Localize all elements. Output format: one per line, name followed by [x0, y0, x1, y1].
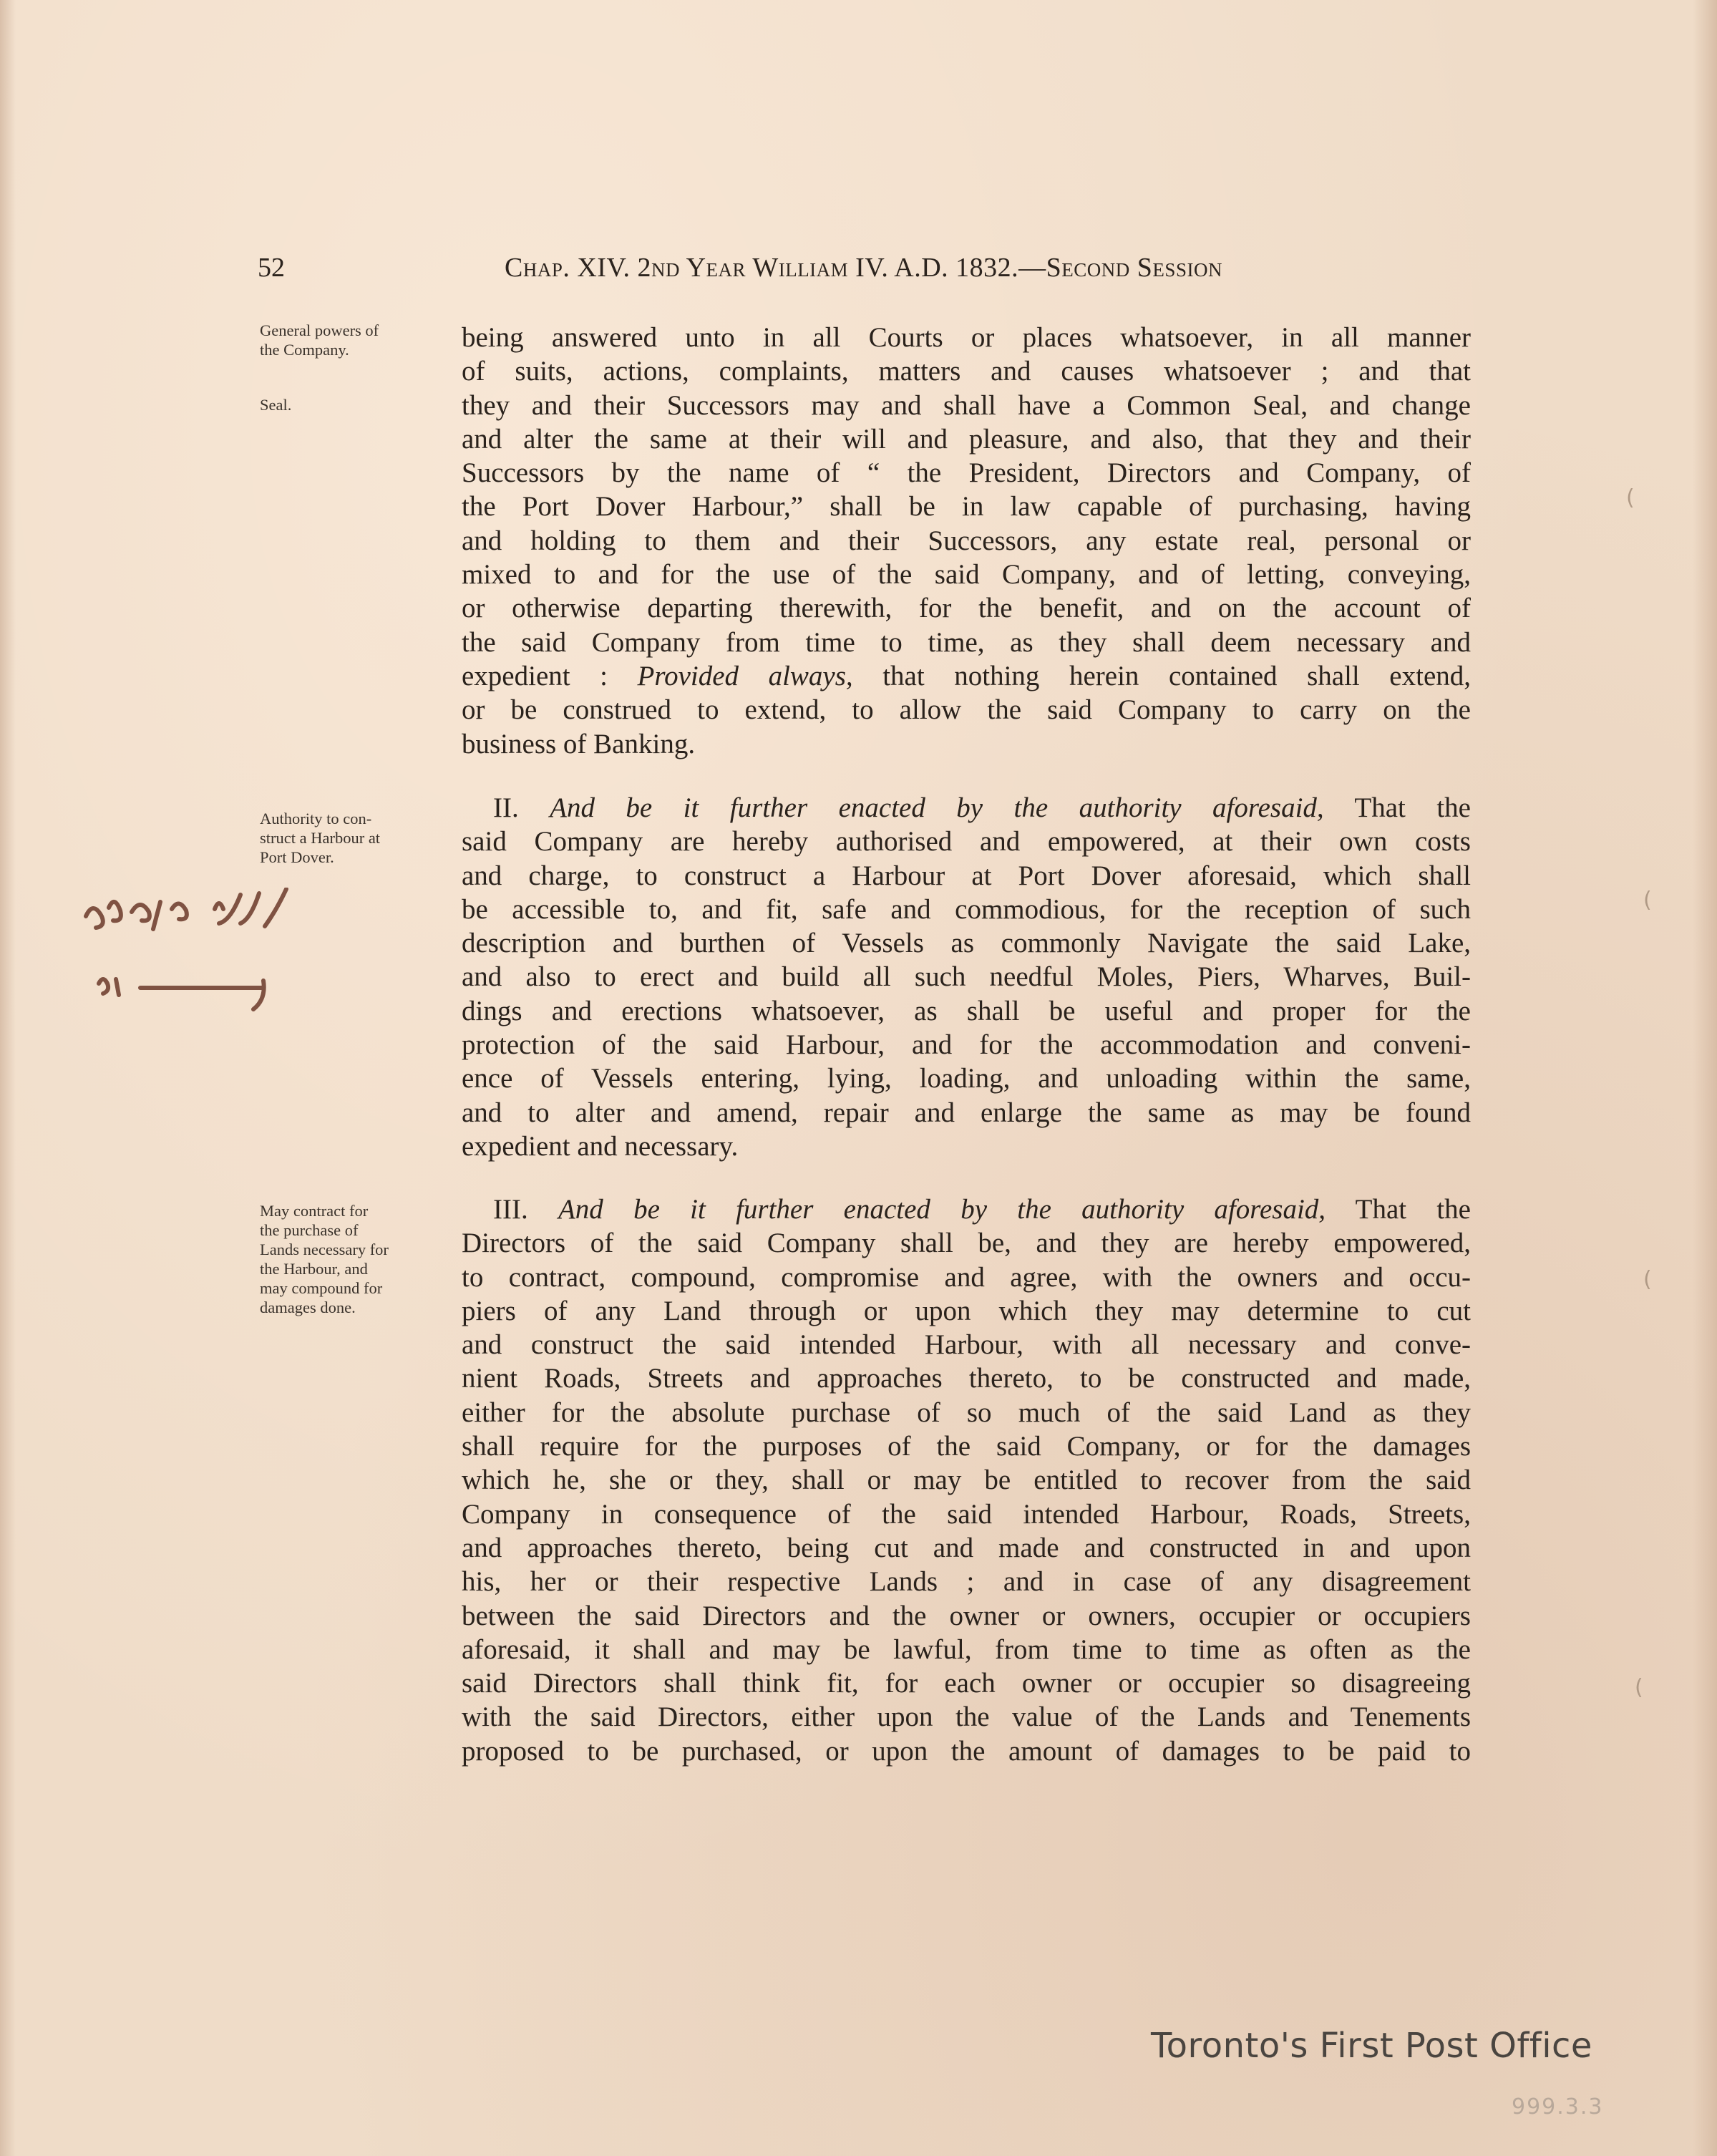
text-line: Company in consequence of the said intended Harbour, Roads, Streets,: [462, 1498, 1471, 1530]
binding-mark: (: [1643, 1267, 1652, 1292]
section-2-opening-line: [462, 791, 1471, 825]
text-line: shall require for the purposes of the said Company, or for the damages: [462, 1431, 1471, 1462]
text-line: piers of any Land through or upon which they may determine to cut: [462, 1295, 1471, 1326]
text-line: said Company are hereby authorised and empowered, at their own costs: [462, 826, 1471, 858]
text-line: which he, she or they, shall or may be entitled to recover from the said: [462, 1465, 1471, 1496]
text-line: nient Roads, Streets and approaches thereto, to be constructed and made,: [462, 1363, 1471, 1394]
margin-note-line: Authority to con-: [260, 810, 372, 827]
text-line: either for the absolute purchase of so much of the said Land as they: [462, 1397, 1471, 1428]
text-line: or otherwise departing therewith, for the benefit, and on the account of: [462, 593, 1471, 624]
margin-note-contract: [260, 1201, 442, 1317]
margin-note-line: the purchase of: [260, 1221, 359, 1239]
page-number: 52: [258, 253, 285, 283]
text-line: proposed to be purchased, or upon the amount of damages to be paid to: [462, 1735, 1471, 1767]
section-3-opening-line: [462, 1193, 1471, 1226]
text-line: of suits, actions, complaints, matters and causes whatsoever ; and that: [462, 356, 1471, 387]
text-line: ence of Vessels entering, lying, loading, and unloading within the same,: [462, 1063, 1471, 1094]
text-line: expedient and necessary.: [462, 1130, 739, 1162]
text-line: be accessible to, and fit, safe and commodious, for the reception of such: [462, 893, 1471, 925]
text-line: and to alter and amend, repair and enlarge the same as may be found: [462, 1097, 1471, 1128]
text-fragment: that nothing herein contained shall extend,: [852, 660, 1472, 691]
text-line: protection of the said Harbour, and for the accommodation and conveni-: [462, 1029, 1471, 1061]
text-line: dings and erections whatsoever, as shall be useful and proper for the: [462, 995, 1471, 1026]
text-line: between the said Directors and the owner or owners, occupier or occupiers: [462, 1600, 1471, 1631]
text-line: his, her or their respective Lands ; and in case of any disagreement: [462, 1566, 1471, 1598]
running-head-session: Second Session: [1046, 253, 1222, 283]
text-line: they and their Successors may and shall have a Common Seal, and change: [462, 389, 1471, 421]
margin-note-line: damages done.: [260, 1298, 356, 1316]
margin-note-line: General powers of: [260, 321, 379, 339]
margin-note-seal: [260, 395, 442, 414]
binding-mark: (: [1643, 888, 1652, 913]
italic-fragment: Provided always,: [637, 660, 853, 691]
enacting-clause: And be it further enacted by the authority aforesaid,: [558, 1194, 1326, 1225]
text-line: to contract, compound, compromise and agree, with the owners and occu-: [462, 1261, 1471, 1293]
text-line: mixed to and for the use of the said Company, and of letting, conveying,: [462, 559, 1471, 591]
text-line: and alter the same at their will and pleasure, and also, that they and their: [462, 423, 1471, 455]
page-edge-left: [0, 0, 16, 2156]
margin-note-line: struct a Harbour at: [260, 829, 381, 847]
enacting-clause: And be it further enacted by the authority aforesaid,: [550, 792, 1324, 823]
text-line: description and burthen of Vessels as commonly Navigate the said Lake,: [462, 928, 1471, 959]
text-line: aforesaid, it shall and may be lawful, from time to time as often as the: [462, 1633, 1471, 1665]
margin-note-line: the Harbour, and: [260, 1260, 368, 1278]
text-line: Directors of the said Company shall be, and they are hereby empowered,: [462, 1228, 1471, 1259]
text-line: business of Banking.: [462, 728, 696, 759]
section-1-paragraph: [462, 321, 1471, 761]
margin-note-line: Lands necessary for: [260, 1240, 389, 1258]
running-head-chapter: Chap. XIV.: [505, 253, 631, 283]
text-fragment: That the: [1323, 792, 1471, 823]
margin-note-line: may compound for: [260, 1279, 383, 1297]
margin-note-general-powers: [260, 321, 442, 359]
margin-note-line: the Company.: [260, 341, 349, 359]
handwriting-bleedthrough: [72, 888, 401, 1031]
binding-mark: (: [1626, 485, 1635, 510]
text-line: and also to erect and build all such needful Moles, Piers, Wharves, Buil-: [462, 961, 1471, 993]
text-line: Successors by the name of “ the President, Directors and Company, of: [462, 457, 1471, 489]
margin-note-line: Port Dover.: [260, 848, 334, 866]
margin-note-authority: [260, 809, 442, 867]
text-line: the said Company from time to time, as they shall deem necessary and: [462, 626, 1471, 658]
text-line: said Directors shall think fit, for each owner or occupier so disagreeing: [462, 1668, 1471, 1699]
text-line: and approaches thereto, being cut and made and constructed in and upon: [462, 1532, 1471, 1563]
text-line: or be construed to extend, to allow the said Company to carry on the: [462, 694, 1471, 726]
margin-note-line: Seal.: [260, 396, 292, 414]
text-fragment: That the: [1326, 1194, 1471, 1225]
text-line: and holding to them and their Successors, any estate real, personal or: [462, 525, 1471, 556]
binding-mark: (: [1635, 1675, 1643, 1700]
section-2-paragraph: [462, 791, 1471, 1163]
watermark: Toronto's First Post Office: [1151, 2026, 1592, 2066]
running-head: [505, 252, 1222, 283]
text-line: being answered unto in all Courts or places whatsoever, in all manner: [462, 322, 1471, 353]
section-numeral: II.: [493, 792, 550, 823]
margin-note-line: May contract for: [260, 1202, 369, 1220]
text-line: and construct the said intended Harbour, with all necessary and conve-: [462, 1329, 1471, 1361]
archive-number: 999.3.3: [1512, 2094, 1604, 2119]
text-fragment: expedient :: [462, 660, 638, 691]
text-line: and charge, to construct a Harbour at Port Dover aforesaid, which shall: [462, 860, 1471, 891]
section-3-paragraph: [462, 1193, 1471, 1768]
text-line-provided-always: [462, 659, 1471, 693]
text-line: with the said Directors, either upon the value of the Lands and Tenements: [462, 1701, 1471, 1733]
running-head-year: 2nd Year William IV. A.D. 1832.—: [637, 253, 1046, 283]
page-edge-right: [1693, 0, 1717, 2156]
section-numeral: III.: [493, 1194, 558, 1225]
text-line: the Port Dover Harbour,” shall be in law capable of purchasing, having: [462, 491, 1471, 523]
page-header: [258, 252, 1474, 295]
